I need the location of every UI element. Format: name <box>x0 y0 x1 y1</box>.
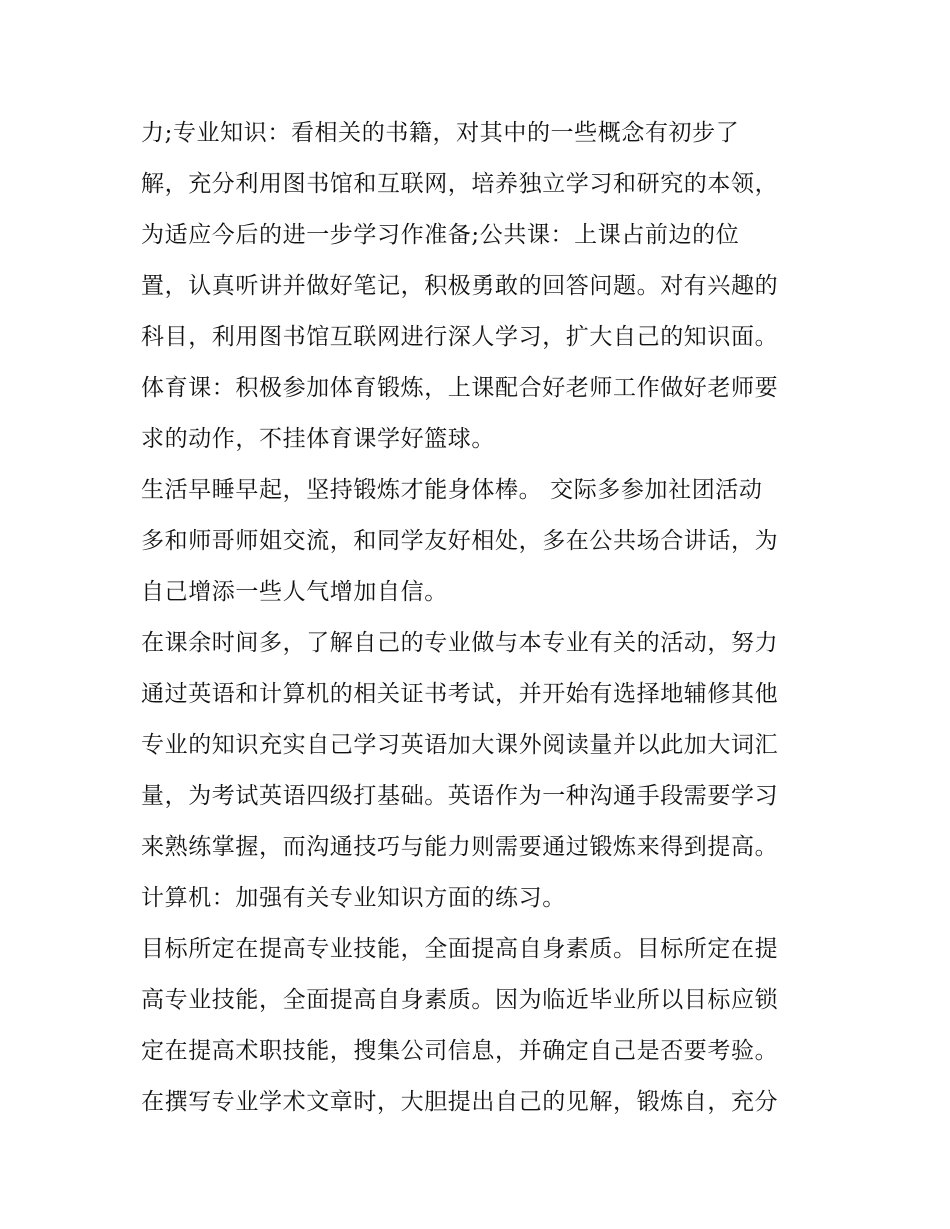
text-line-17: 目标所定在提高专业技能，全面提高自身素质。目标所定在提 <box>141 936 779 962</box>
text-line-13: 专业的知识充实自己学习英语加大课外阅读量并以此加大词汇 <box>141 732 779 758</box>
text-line-15: 来熟练掌握，而沟通技巧与能力则需要通过锻炼来得到提高。 <box>141 834 779 860</box>
text-line-6: 体育课：积极参加体育锻炼，上课配合好老师工作做好老师要 <box>141 375 779 401</box>
text-line-14: 量，为考试英语四级打基础。英语作为一种沟通手段需要学习 <box>141 783 779 809</box>
text-line-18: 高专业技能，全面提高自身素质。因为临近毕业所以目标应锁 <box>141 987 779 1013</box>
text-line-7: 求的动作，不挂体育课学好篮球。 <box>141 426 495 452</box>
text-line-20: 在撰写专业学术文章时，大胆提出自己的见解，锻炼自，充分 <box>141 1089 779 1115</box>
text-line-9: 多和师哥师姐交流，和同学友好相处，多在公共场合讲话，为 <box>141 528 779 554</box>
text-line-1: 力;专业知识：看相关的书籍，对其中的一些概念有初步了 <box>141 120 740 146</box>
text-line-2: 解，充分利用图书馆和互联网，培养独立学习和研究的本领， <box>141 171 779 197</box>
text-line-12: 通过英语和计算机的相关证书考试，并开始有选择地辅修其他 <box>141 681 779 707</box>
text-line-10: 自己增添一些人气增加自信。 <box>141 579 448 605</box>
text-line-16: 计算机：加强有关专业知识方面的练习。 <box>141 885 566 911</box>
body-text <box>141 108 821 1128</box>
text-line-8: 生活早睡早起，坚持锻炼才能身体棒。 交际多参加社团活动 <box>141 477 763 503</box>
text-line-19: 定在提高术职技能，搜集公司信息，并确定自己是否要考验。 <box>141 1038 779 1064</box>
text-line-11: 在课余时间多，了解自己的专业做与本专业有关的活动，努力 <box>141 630 779 656</box>
text-line-4: 置，认真听讲并做好笔记，积极勇敢的回答问题。对有兴趣的 <box>141 273 779 299</box>
text-line-3: 为适应今后的进一步学习作准备;公共课：上课占前边的位 <box>141 222 740 248</box>
text-line-5: 科目，利用图书馆互联网进行深人学习，扩大自己的知识面。 <box>141 324 779 350</box>
